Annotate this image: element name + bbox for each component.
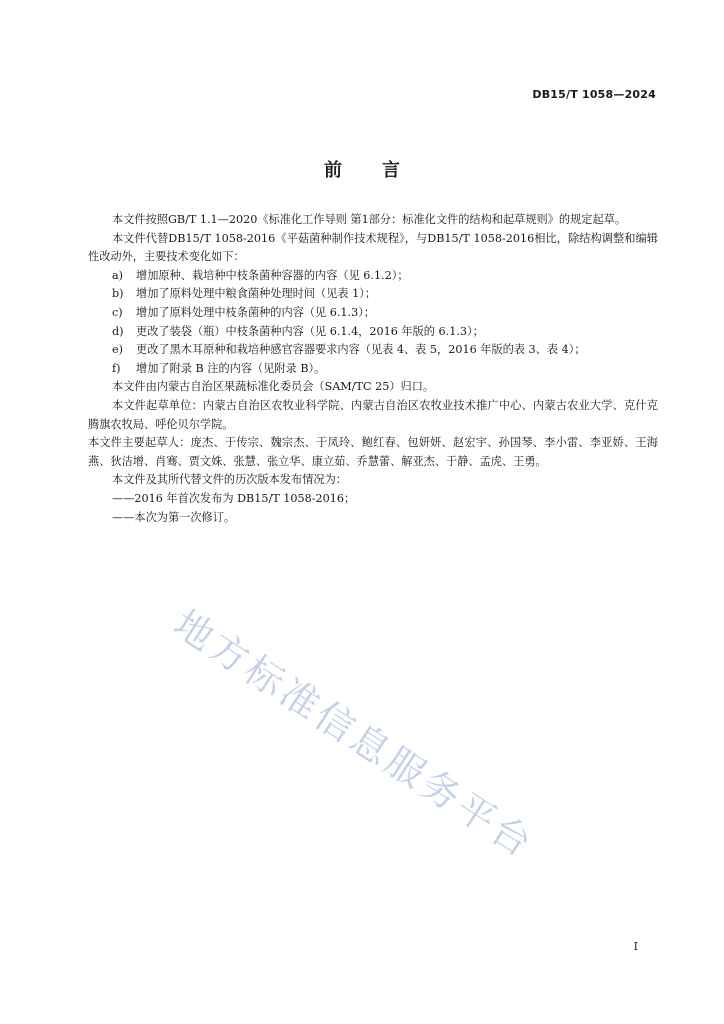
list-marker: a) bbox=[112, 268, 124, 282]
committee-paragraph: 本文件由内蒙古自治区果蔬标准化委员会（SAM/TC 25）归口。 bbox=[112, 380, 435, 394]
list-marker: d) bbox=[112, 324, 124, 338]
drafters-paragraph: 本文件主要起草人：庞杰、于传宗、魏宗杰、于凤玲、鲍红春、包妍妍、赵宏宇、孙国琴、李小雷、李亚娇、王海燕、狄洁增、肖骞、贾文姝、张慧、张立华、康立茹、乔慧蕾、解亚杰、于静、孟虎、王勇。 bbox=[88, 436, 658, 468]
list-item-text: 增加了原料处理中枝条菌种的内容（见 6.1.3）； bbox=[136, 305, 375, 319]
history-intro: 本文件及其所代替文件的历次版本发布情况为： bbox=[112, 473, 347, 487]
replacement-paragraph: 本文件代替DB15/T 1058-2016《平菇菌种制作技术规程》，与DB15/T 1058-2016相比，除结构调整和编辑性改动外，主要技术变化如下： bbox=[88, 231, 658, 264]
list-marker: e) bbox=[112, 343, 123, 357]
change-item-d bbox=[88, 323, 658, 342]
list-item-text: 增加了附录 B 注的内容（见附录 B）。 bbox=[136, 361, 326, 375]
watermark: 地方标准信息服务平台 bbox=[166, 601, 543, 868]
history-item: ——本次为第一次修订。 bbox=[112, 510, 236, 524]
list-item-text: 增加了原料处理中粮食菌种处理时间（见表 1）； bbox=[136, 287, 377, 301]
change-item-e bbox=[88, 341, 658, 360]
page-title: 前言 bbox=[324, 160, 440, 181]
list-marker: b) bbox=[112, 287, 124, 301]
change-item-f bbox=[88, 360, 658, 379]
change-item-b bbox=[88, 285, 658, 304]
list-item-text: 更改了装袋（瓶）中枝条菌种内容（见 6.1.4，2016 年版的 6.1.3）； bbox=[136, 324, 484, 338]
list-item-text: 增加原种、栽培种中枝条菌种容器的内容（见 6.1.2）； bbox=[136, 268, 409, 282]
change-item-a bbox=[88, 267, 658, 286]
document-code: DB15/T 1058—2024 bbox=[532, 88, 656, 101]
list-marker: c) bbox=[112, 305, 123, 319]
page-number: I bbox=[633, 940, 638, 953]
history-item: ——2016 年首次发布为 DB15/T 1058-2016； bbox=[112, 491, 356, 505]
drafting-units-paragraph: 本文件起草单位：内蒙古自治区农牧业科学院、内蒙古自治区农牧业技术推广中心、内蒙古农业大学、克什克腾旗农牧局、呼伦贝尔学院。 bbox=[88, 398, 658, 431]
foreword-body bbox=[88, 211, 658, 527]
change-item-c bbox=[88, 304, 658, 323]
list-item-text: 更改了黑木耳原种和栽培种感官容器要求内容（见表 4、表 5，2016 年版的表 3、表 4）； bbox=[136, 343, 586, 357]
scope-paragraph: 本文件按照GB/T 1.1—2020《标准化工作导则 第1部分：标准化文件的结构和起草规则》的规定起草。 bbox=[112, 213, 627, 226]
list-marker: f) bbox=[112, 361, 121, 375]
